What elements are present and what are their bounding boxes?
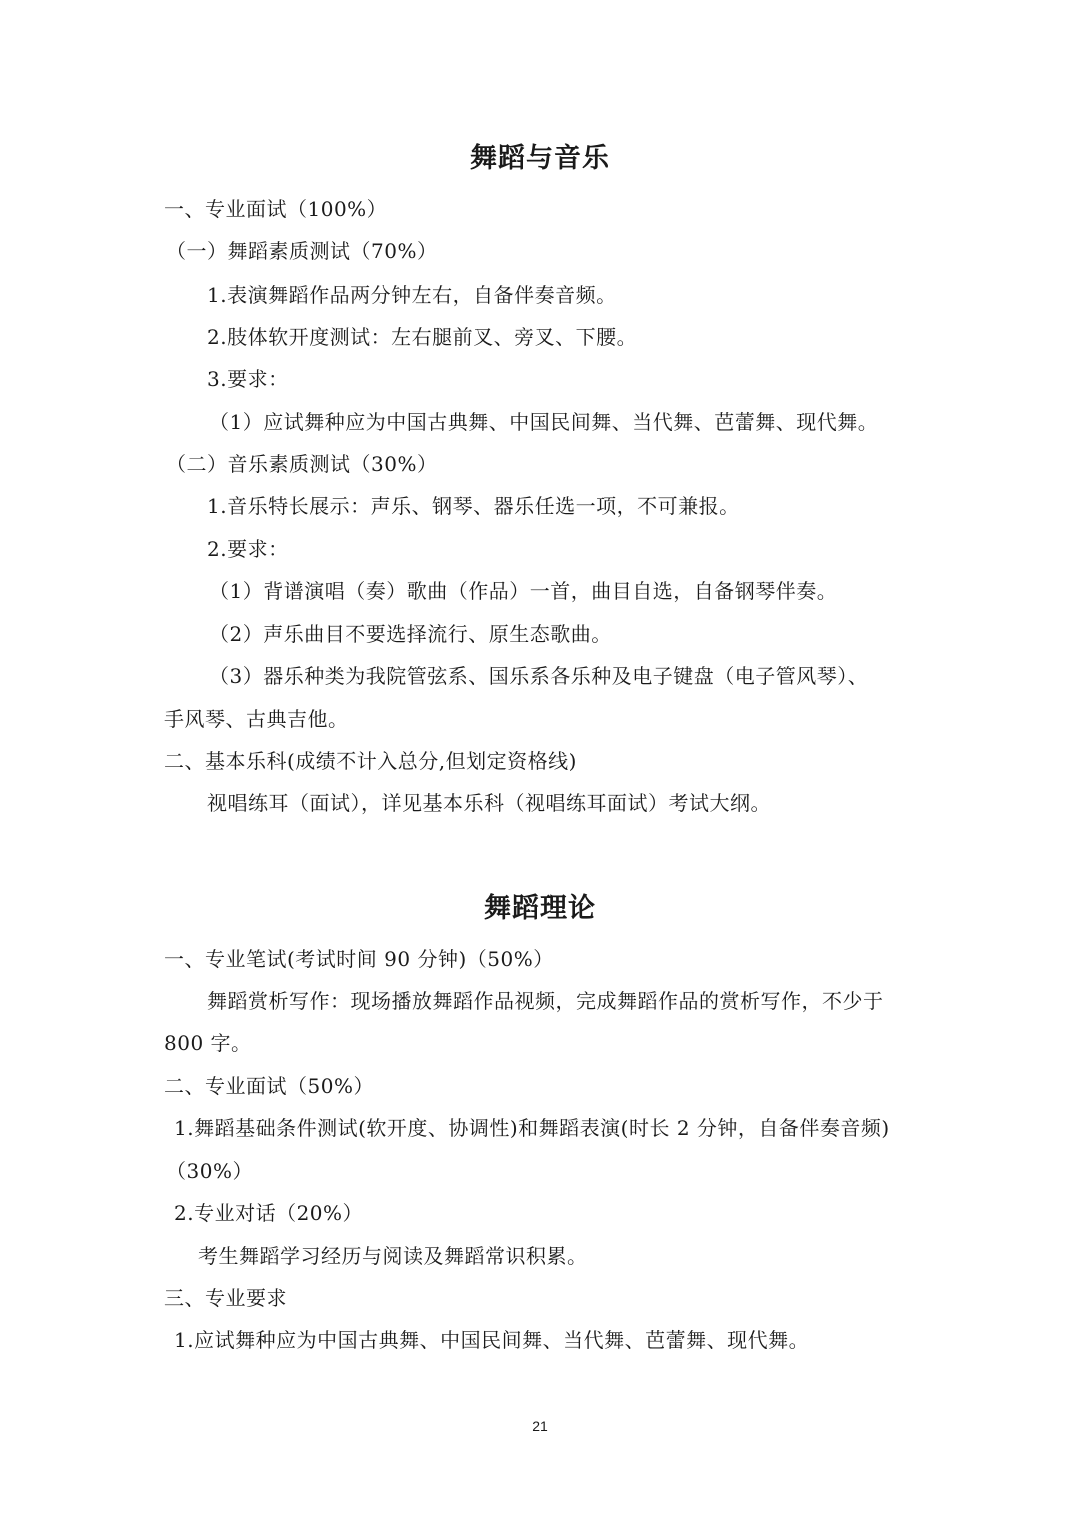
requirement-instrument-types: （3）器乐种类为我院管弦系、国乐系各乐种及电子键盘（电子管风琴）、: [209, 664, 869, 688]
requirement-instrument-types-continued: 手风琴、古典吉他。: [164, 707, 349, 731]
section-title-dance-and-music: 舞蹈与音乐: [470, 143, 610, 174]
list-item-music-specialty: 1.音乐特长展示：声乐、钢琴、器乐任选一项，不可兼报。: [207, 494, 740, 518]
heading-professional-interview-2: 二、专业面试（50%）: [164, 1074, 374, 1098]
subheading-dance-quality-test: （一）舞蹈素质测试（70%）: [166, 239, 438, 263]
list-item-basic-conditions-test: 1.舞蹈基础条件测试(软开度、协调性)和舞蹈表演(时长 2 分钟，自备伴奏音频): [174, 1116, 890, 1140]
paragraph-solfeggio: 视唱练耳（面试），详见基本乐科（视唱练耳面试）考试大纲。: [207, 791, 771, 815]
heading-basic-music-theory: 二、基本乐科(成绩不计入总分,但划定资格线): [164, 749, 577, 773]
list-item-dance-performance: 1.表演舞蹈作品两分钟左右，自备伴奏音频。: [207, 283, 617, 307]
requirement-vocal-repertoire: （2）声乐曲目不要选择流行、原生态歌曲。: [209, 622, 612, 646]
paragraph-appreciation-writing-continued: 800 字。: [164, 1031, 252, 1055]
requirement-dance-styles: （1）应试舞种应为中国古典舞、中国民间舞、当代舞、芭蕾舞、现代舞。: [209, 410, 879, 434]
paragraph-appreciation-writing: 舞蹈赏析写作：现场播放舞蹈作品视频，完成舞蹈作品的赏析写作，不少于: [207, 989, 884, 1013]
list-item-requirements: 3.要求：: [207, 367, 289, 391]
section-title-dance-theory: 舞蹈理论: [484, 893, 596, 924]
heading-professional-requirements: 三、专业要求: [164, 1286, 287, 1310]
page-number: 21: [532, 1418, 548, 1434]
list-item-basic-conditions-weight: （30%）: [166, 1159, 253, 1183]
list-item-dance-styles: 1.应试舞种应为中国古典舞、中国民间舞、当代舞、芭蕾舞、现代舞。: [174, 1328, 810, 1352]
list-item-music-requirements: 2.要求：: [207, 537, 289, 561]
paragraph-study-experience: 考生舞蹈学习经历与阅读及舞蹈常识积累。: [198, 1244, 588, 1268]
heading-professional-interview: 一、专业面试（100%）: [164, 197, 388, 221]
list-item-professional-dialogue: 2.专业对话（20%）: [174, 1201, 364, 1225]
list-item-flexibility-test: 2.肢体软开度测试：左右腿前叉、旁叉、下腰。: [207, 325, 638, 349]
requirement-memorized-performance: （1）背谱演唱（奏）歌曲（作品）一首，曲目自选，自备钢琴伴奏。: [209, 579, 838, 603]
subheading-music-quality-test: （二）音乐素质测试（30%）: [166, 452, 438, 476]
heading-written-exam: 一、专业笔试(考试时间 90 分钟)（50%）: [164, 947, 554, 971]
